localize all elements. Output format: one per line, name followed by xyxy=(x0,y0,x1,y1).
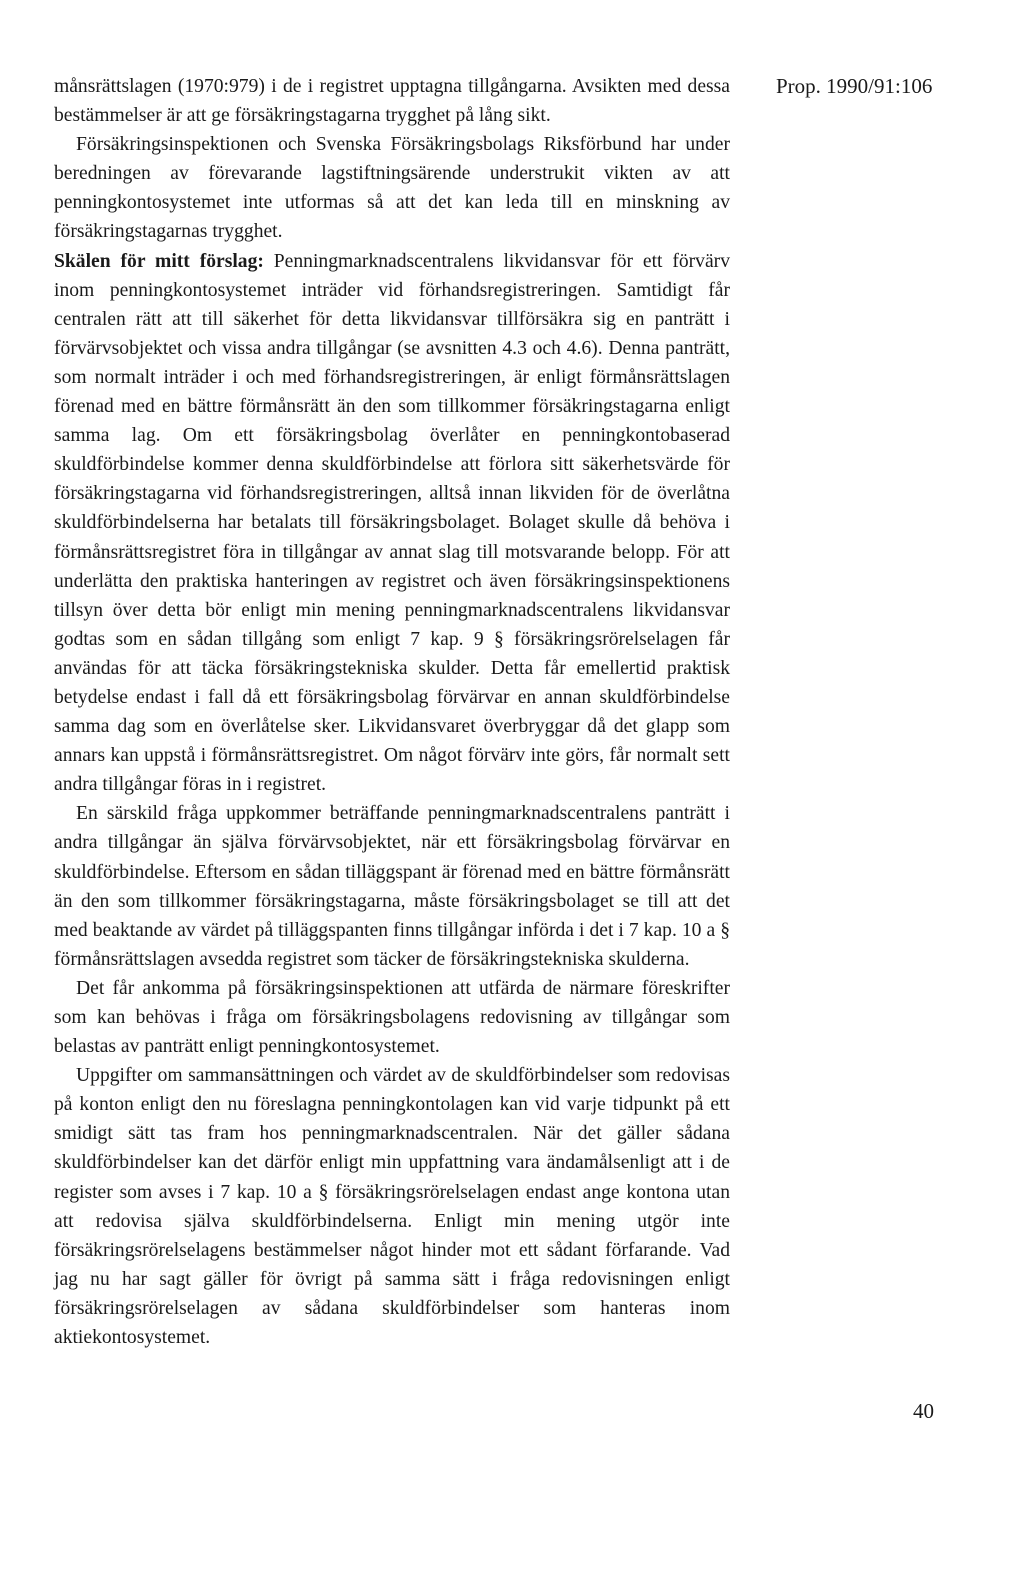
paragraph xyxy=(54,130,730,246)
paragraph xyxy=(54,799,730,974)
paragraph-text: Penningmarknadscentralens likvidansvar för ett förvärv inom penningkontosystemet inträder vid förhandsregistreringen. Samtidigt får centralen rätt att till säkerhet för detta likvidansvar tillförsäkra sig en panträtt i förvärvsobjektet och vissa andra tillgångar (se avsnitten 4.3 och 4.6). Denna panträtt, som normalt inträder i och med förhandsregistreringen, är enligt förmånsrättslagen förenad med en bättre förmånsrätt än den som tillkommer försäkringstagarna enligt samma lag. Om ett försäkringsbolag överlåter en penningkontobaserad skuldförbindelse kommer denna skuldförbindelse att förlora sitt säkerhetsvärde för försäkringstagarna vid förhandsregistreringen, alltså innan likviden för de överlåtna skuldförbindelserna har betalats till försäkringsbolaget. Bolaget skulle då behöva i förmånsrättsregistret föra in tillgångar av annat slag till motsvarande belopp. För att underlätta den praktiska hanteringen av registret och även försäkringsinspektionens tillsyn över detta bör enligt min mening penningmarknadscentralens likvidansvar godtas som en sådan tillgång som enligt 7 kap. 9 § försäkringsrörelselagen får användas för att täcka försäkringstekniska skulder. Detta får emellertid praktisk betydelse endast i fall då ett försäkringsbolag förvärvar en annan skuldförbindelse samma dag som en överlåtelse sker. Likvidansvaret överbryggar då det glapp som annars kan uppstå i förmånsrättsregistret. Om något förvärv inte görs, får normalt sett andra tillgångar föras in i registret. xyxy=(54,250,730,796)
paragraph xyxy=(54,1061,730,1352)
paragraph xyxy=(54,974,730,1061)
paragraph-lead-heading: Skälen för mitt förslag: xyxy=(54,250,264,272)
paragraph-text: månsrättslagen (1970:979) i de i registret upptagna tillgångarna. Avsikten med dessa bestämmelser är att ge försäkringstagarna trygghet på lång sikt. xyxy=(54,76,730,127)
proposition-reference: Prop. 1990/91:106 xyxy=(776,74,933,98)
paragraph-text: Försäkringsinspektionen och Svenska Försäkringsbolags Riksförbund har under beredningen av förevarande lagstiftningsärende understrukit vikten av att penningkontosystemet inte utformas så att det kan leda till en minskning av försäkringstagarnas trygghet. xyxy=(54,134,730,243)
paragraph xyxy=(54,72,730,130)
paragraph-text: Uppgifter om sammansättningen och värdet av de skuldförbindelser som redovisas på konton enligt den nu föreslagna penningkontolagen kan vid varje tidpunkt på ett smidigt sätt tas fram hos penningmarknadscentralen. När det gäller sådana skuldförbindelser kan det därför enligt min uppfattning vara ändamålsenligt att i de register som avses i 7 kap. 10 a § försäkringsrörelselagen endast ange kontona utan att redovisa själva skuldförbindelserna. Enligt min mening utgör inte försäkringsrörelselagens bestämmelser något hinder mot ett sådant förfarande. Vad jag nu har sagt gäller för övrigt på samma sätt i fråga redovisningen enligt försäkringsrörelselagen av sådana skuldförbindelser som hanteras inom aktiekontosystemet. xyxy=(54,1065,730,1349)
paragraph xyxy=(54,247,730,800)
body-text xyxy=(54,72,730,1352)
paragraph-text: En särskild fråga uppkommer beträffande penningmarknadscentralens panträtt i andra tillgångar än själva förvärvsobjektet, när ett försäkringsbolag förvärvar en skuldförbindelse. Eftersom en sådan tilläggspant är förenad med en bättre förmånsrätt än den som tillkommer försäkringstagarna, måste försäkringsbolaget se till att det med beaktande av värdet på tilläggspanten finns tillgångar införda i det i 7 kap. 10 a § förmånsrättslagen avsedda registret som täcker de försäkringstekniska skulderna. xyxy=(54,803,730,970)
page-number: 40 xyxy=(913,1399,934,1423)
paragraph-text: Det får ankomma på försäkringsinspektionen att utfärda de närmare föreskrifter som kan behövas i fråga om försäkringsbolagens redovisning av tillgångar som belastas av panträtt enligt penningkontosystemet. xyxy=(54,977,730,1058)
